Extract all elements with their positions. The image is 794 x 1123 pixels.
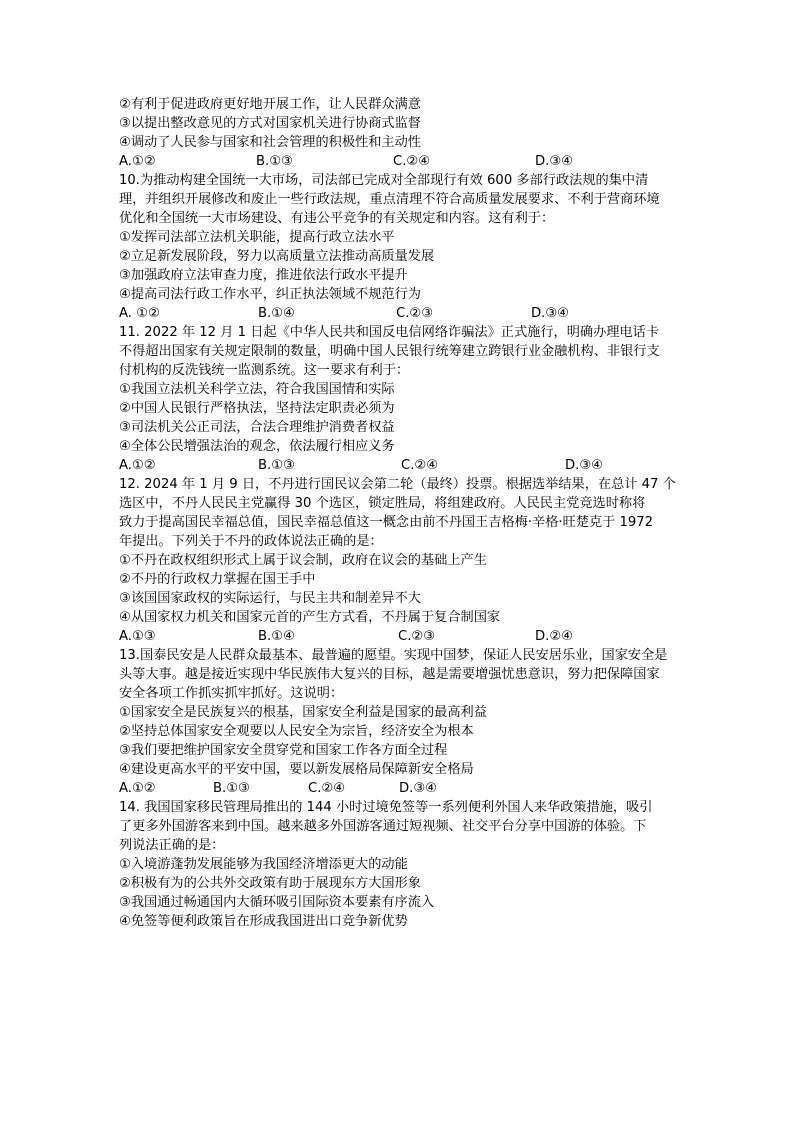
option-item: ③我们要把维护国家安全贯穿党和国家工作各方面全过程 bbox=[119, 743, 448, 758]
answer-choices bbox=[119, 779, 679, 798]
option-item: ④免签等便利政策旨在形成我国进出口竞争新优势 bbox=[119, 914, 408, 929]
option-item: ②不丹的行政权力掌握在国王手中 bbox=[119, 572, 316, 587]
choice-d: D.②④ bbox=[535, 629, 573, 644]
choice-d: D.③④ bbox=[565, 458, 603, 473]
question-stem-line: 了更多外国游客来到中国。越来越多外国游客通过短视频、社交平台分享中国游的体验。下 bbox=[119, 819, 647, 834]
question-stem-line: 致力于提高国民幸福总值，国民幸福总值这一概念由前不丹国王吉格梅·辛格·旺楚克于 1972 bbox=[119, 515, 654, 530]
option-item: ①我国立法机关科学立法，符合我国国情和实际 bbox=[119, 382, 395, 397]
question-10 bbox=[119, 171, 679, 323]
option-item: ③该国国家政权的实际运行，与民主共和制差异不大 bbox=[119, 591, 421, 606]
choice-a: A.①② bbox=[119, 458, 156, 473]
question-stem-line: 付机构的反洗钱统一监测系统。这一要求有利于： bbox=[119, 363, 410, 378]
choice-a: A.①② bbox=[119, 154, 156, 169]
option-item: ④提高司法行政工作水平，纠正执法领域不规范行为 bbox=[119, 287, 421, 302]
option-item: ④调动了人民参与国家和社会管理的积极性和主动性 bbox=[119, 135, 421, 150]
answer-choices bbox=[119, 304, 679, 323]
option-item: ①入境游蓬勃发展能够为我国经济增添更大的动能 bbox=[119, 857, 408, 872]
choice-d: D.③④ bbox=[535, 154, 573, 169]
choice-b: B.①③ bbox=[256, 154, 293, 169]
question-stem-line: 11. 2022 年 12 月 1 日起《中华人民共和国反电信网络诈骗法》正式施行，明确办理电话卡 bbox=[119, 325, 660, 340]
option-item: ②立足新发展阶段，努力以高质量立法推动高质量发展 bbox=[119, 249, 435, 264]
question-stem-line: 13.国泰民安是人民群众最基本、最普遍的愿望。实现中国梦，保证人民安居乐业，国家安全是 bbox=[119, 648, 668, 663]
question-14 bbox=[119, 798, 679, 931]
question-stem-line: 安全各项工作抓实抓牢抓好。这说明： bbox=[119, 686, 344, 701]
choice-a: A. ①② bbox=[119, 306, 160, 321]
question-stem-line: 14. 我国国家移民管理局推出的 144 小时过境免签等一系列便利外国人来华政策措施，吸引 bbox=[119, 800, 653, 815]
choice-c: C.②③ bbox=[396, 306, 434, 321]
option-item: ②中国人民银行严格执法，坚持法定职责必须为 bbox=[119, 401, 395, 416]
question-stem-line: 12. 2024 年 1 月 9 日，不丹进行国民议会第二轮（最终）投票。根据选举结果，在总计 47 个 bbox=[119, 477, 676, 492]
option-item: ②积极有为的公共外交政策有助于展现东方大国形象 bbox=[119, 876, 421, 891]
choice-d: D.③④ bbox=[531, 306, 569, 321]
choice-d: D.③④ bbox=[399, 781, 437, 796]
choice-b: B.①③ bbox=[213, 781, 250, 796]
question-12 bbox=[119, 475, 679, 646]
option-item: ①不丹在政权组织形式上属于议会制，政府在议会的基础上产生 bbox=[119, 553, 487, 568]
question-stem-line: 10.为推动构建全国统一大市场，司法部已完成对全部现行有效 600 多部行政法规的集中清 bbox=[119, 173, 649, 188]
option-item: ③我国通过畅通国内大循环吸引国际资本要素有序流入 bbox=[119, 895, 435, 910]
option-item: ③司法机关公正司法，合法合理维护消费者权益 bbox=[119, 420, 395, 435]
question-13 bbox=[119, 646, 679, 798]
choice-c: C.②④ bbox=[401, 458, 439, 473]
answer-choices bbox=[119, 152, 679, 171]
choice-a: A.①② bbox=[119, 781, 156, 796]
option-item: ①国家安全是民族复兴的根基，国家安全利益是国家的最高利益 bbox=[119, 705, 487, 720]
question-stem-line: 不得超出国家有关规定限制的数量，明确中国人民银行统筹建立跨银行业金融机构、非银行支 bbox=[119, 344, 660, 359]
option-item: ④从国家权力机关和国家元首的产生方式看，不丹属于复合制国家 bbox=[119, 610, 501, 625]
question-stem-line: 理，并组织开展修改和废止一些行政法规，重点清理不符合高质量发展要求、不利于营商环境 bbox=[119, 192, 660, 207]
choice-c: C.②④ bbox=[308, 781, 346, 796]
choice-a: A.①③ bbox=[119, 629, 156, 644]
question-11 bbox=[119, 323, 679, 475]
question-stem-line: 选区中，不丹人民民主党赢得 30 个选区，锁定胜局，将组建政府。人民民主党竞选时称将 bbox=[119, 496, 646, 511]
option-item: ③以提出整改意见的方式对国家机关进行协商式监督 bbox=[119, 116, 421, 131]
option-item: ④建设更高水平的平安中国，要以新发展格局保障新安全格局 bbox=[119, 762, 474, 777]
answer-choices bbox=[119, 456, 679, 475]
question-stem-line: 列说法正确的是： bbox=[119, 838, 225, 853]
answer-choices bbox=[119, 627, 679, 646]
question-9 bbox=[119, 95, 679, 171]
choice-b: B.①④ bbox=[258, 629, 295, 644]
question-stem-line: 年提出。下列关于不丹的政体说法正确的是： bbox=[119, 534, 383, 549]
choice-b: B.①④ bbox=[258, 306, 295, 321]
option-item: ④全体公民增强法治的观念，依法履行相应义务 bbox=[119, 439, 395, 454]
choice-c: C.②④ bbox=[393, 154, 431, 169]
question-stem-line: 优化和全国统一大市场建设、有违公平竞争的有关规定和内容。这有利于： bbox=[119, 211, 555, 226]
option-item: ②坚持总体国家安全观要以人民安全为宗旨，经济安全为根本 bbox=[119, 724, 474, 739]
option-item: ②有利于促进政府更好地开展工作，让人民群众满意 bbox=[119, 97, 421, 112]
choice-c: C.②③ bbox=[398, 629, 436, 644]
question-stem-line: 头等大事。越是接近实现中华民族伟大复兴的目标，越是需要增强忧患意识，努力把保障国家 bbox=[119, 667, 660, 682]
option-item: ①发挥司法部立法机关职能，提高行政立法水平 bbox=[119, 230, 395, 245]
option-item: ③加强政府立法审查力度，推进依法行政水平提升 bbox=[119, 268, 408, 283]
question-content bbox=[119, 95, 679, 931]
choice-b: B.①③ bbox=[258, 458, 295, 473]
